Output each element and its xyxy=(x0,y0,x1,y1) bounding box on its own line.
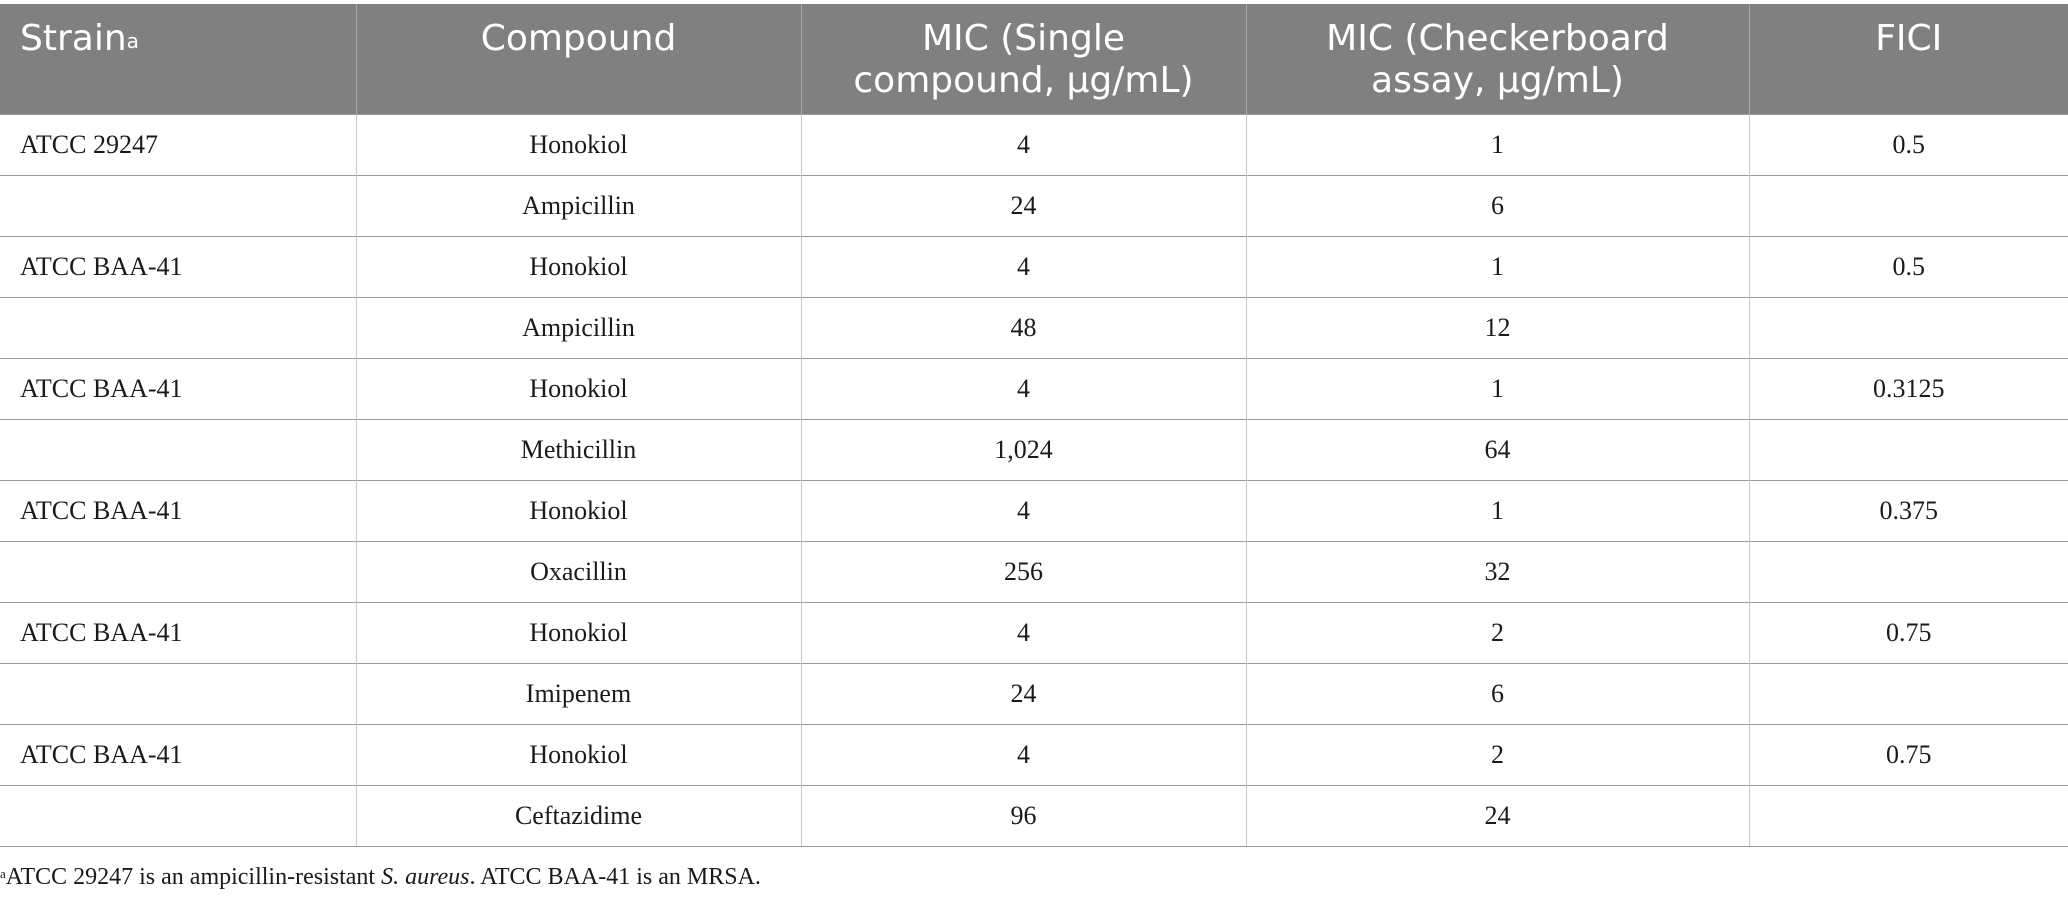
table-footnote xyxy=(0,864,761,891)
cell-fici: 0.3125 xyxy=(1749,358,2068,419)
cell-compound: Ampicillin xyxy=(356,175,801,236)
cell-strain xyxy=(0,297,356,358)
cell-compound: Honokiol xyxy=(356,480,801,541)
cell-mic-single: 4 xyxy=(801,358,1246,419)
cell-mic-single: 48 xyxy=(801,297,1246,358)
cell-mic-checkerboard: 32 xyxy=(1246,541,1749,602)
table-row xyxy=(0,541,2068,602)
cell-mic-checkerboard: 1 xyxy=(1246,358,1749,419)
cell-compound: Imipenem xyxy=(356,663,801,724)
cell-mic-checkerboard: 2 xyxy=(1246,602,1749,663)
footnote-text-after: . ATCC BAA-41 is an MRSA. xyxy=(469,864,761,890)
cell-mic-single: 256 xyxy=(801,541,1246,602)
cell-fici xyxy=(1749,419,2068,480)
cell-strain: ATCC BAA-41 xyxy=(0,602,356,663)
cell-strain: ATCC 29247 xyxy=(0,114,356,175)
footnote-marker: a xyxy=(0,866,6,881)
table-row xyxy=(0,785,2068,846)
header-strain-label: Strain xyxy=(20,18,127,59)
cell-mic-single: 24 xyxy=(801,175,1246,236)
cell-mic-single: 4 xyxy=(801,602,1246,663)
cell-strain: ATCC BAA-41 xyxy=(0,724,356,785)
header-strain-footnote-marker: a xyxy=(126,29,139,53)
cell-mic-checkerboard: 6 xyxy=(1246,175,1749,236)
cell-strain xyxy=(0,785,356,846)
cell-fici xyxy=(1749,175,2068,236)
cell-mic-checkerboard: 64 xyxy=(1246,419,1749,480)
cell-fici: 0.75 xyxy=(1749,724,2068,785)
table-row xyxy=(0,724,2068,785)
cell-strain xyxy=(0,541,356,602)
cell-mic-single: 4 xyxy=(801,480,1246,541)
cell-mic-single: 4 xyxy=(801,724,1246,785)
cell-compound: Ampicillin xyxy=(356,297,801,358)
cell-strain xyxy=(0,175,356,236)
mic-fici-table xyxy=(0,4,2068,847)
cell-mic-checkerboard: 1 xyxy=(1246,114,1749,175)
cell-strain: ATCC BAA-41 xyxy=(0,358,356,419)
table-row xyxy=(0,297,2068,358)
cell-fici xyxy=(1749,541,2068,602)
cell-fici: 0.75 xyxy=(1749,602,2068,663)
table-row xyxy=(0,358,2068,419)
cell-mic-checkerboard: 24 xyxy=(1246,785,1749,846)
table-row xyxy=(0,175,2068,236)
cell-mic-checkerboard: 1 xyxy=(1246,236,1749,297)
cell-mic-checkerboard: 1 xyxy=(1246,480,1749,541)
header-mic-single: MIC (Single compound, μg/mL) xyxy=(801,4,1246,114)
header-fici: FICI xyxy=(1749,4,2068,114)
cell-mic-checkerboard: 12 xyxy=(1246,297,1749,358)
table-row xyxy=(0,236,2068,297)
cell-mic-single: 4 xyxy=(801,114,1246,175)
cell-strain: ATCC BAA-41 xyxy=(0,480,356,541)
cell-fici: 0.375 xyxy=(1749,480,2068,541)
cell-fici xyxy=(1749,663,2068,724)
cell-strain xyxy=(0,663,356,724)
table-row xyxy=(0,480,2068,541)
cell-fici xyxy=(1749,785,2068,846)
header-compound: Compound xyxy=(356,4,801,114)
footnote-text-before: ATCC 29247 is an ampicillin-resistant xyxy=(5,864,382,890)
cell-fici: 0.5 xyxy=(1749,236,2068,297)
cell-compound: Ceftazidime xyxy=(356,785,801,846)
table-row xyxy=(0,419,2068,480)
header-strain xyxy=(0,4,356,114)
table-header-row xyxy=(0,4,2068,114)
table-row xyxy=(0,663,2068,724)
cell-compound: Methicillin xyxy=(356,419,801,480)
data-table-container xyxy=(0,4,2068,847)
cell-strain: ATCC BAA-41 xyxy=(0,236,356,297)
footnote-species-italic: S. aureus xyxy=(381,864,470,890)
cell-mic-single: 1,024 xyxy=(801,419,1246,480)
cell-compound: Honokiol xyxy=(356,724,801,785)
cell-fici: 0.5 xyxy=(1749,114,2068,175)
cell-compound: Honokiol xyxy=(356,602,801,663)
cell-fici xyxy=(1749,297,2068,358)
cell-compound: Honokiol xyxy=(356,236,801,297)
cell-compound: Honokiol xyxy=(356,114,801,175)
cell-mic-single: 24 xyxy=(801,663,1246,724)
table-row xyxy=(0,602,2068,663)
cell-compound: Honokiol xyxy=(356,358,801,419)
cell-mic-checkerboard: 6 xyxy=(1246,663,1749,724)
cell-strain xyxy=(0,419,356,480)
cell-compound: Oxacillin xyxy=(356,541,801,602)
cell-mic-checkerboard: 2 xyxy=(1246,724,1749,785)
cell-mic-single: 96 xyxy=(801,785,1246,846)
header-mic-checkerboard: MIC (Checkerboard assay, μg/mL) xyxy=(1246,4,1749,114)
cell-mic-single: 4 xyxy=(801,236,1246,297)
table-row xyxy=(0,114,2068,175)
